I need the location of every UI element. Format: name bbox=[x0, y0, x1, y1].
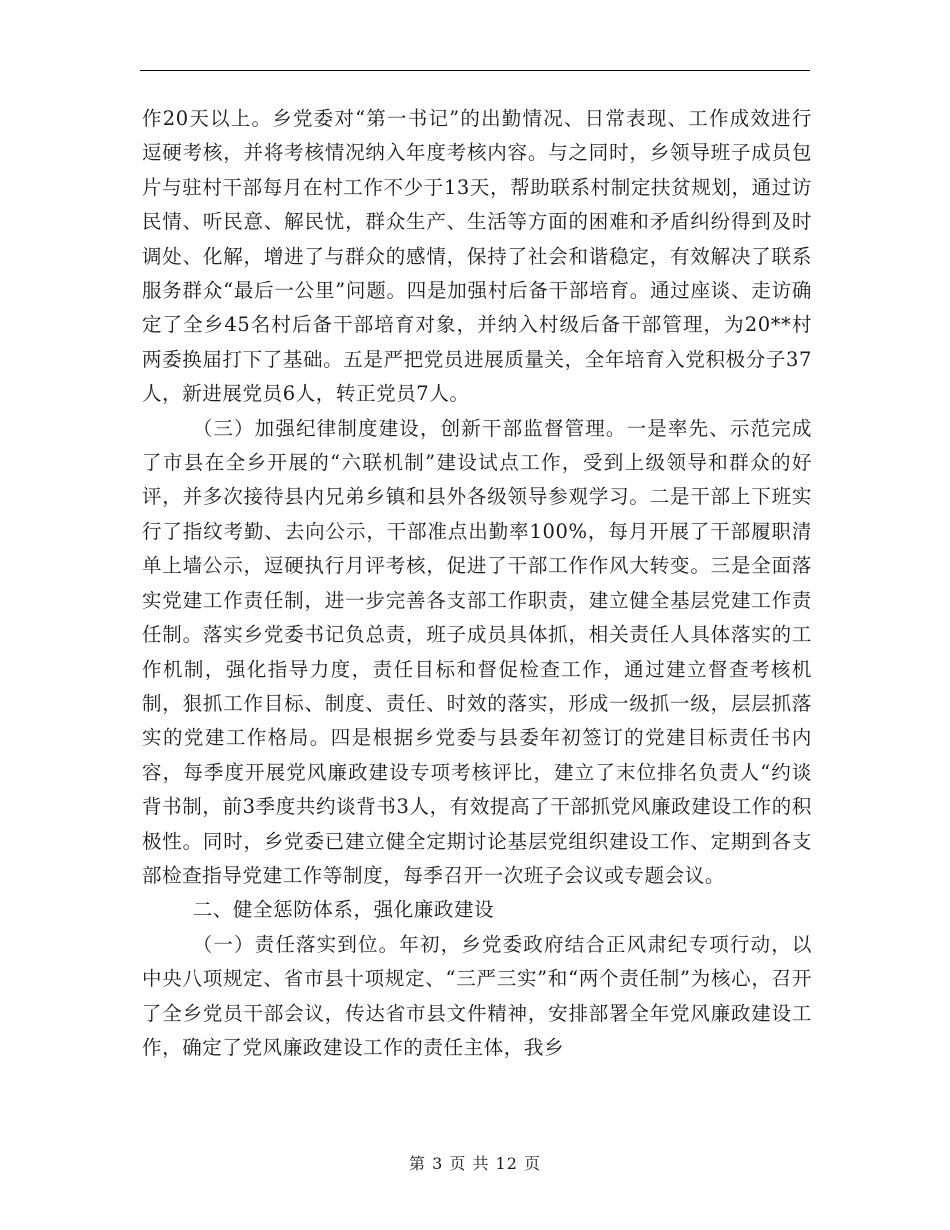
text-line: 书制，前3季度共约谈背书3人，有效提高了干部抓党风廉政建设工作 bbox=[162, 795, 772, 819]
text-line: 二、健全惩防体系，强化廉政建设 bbox=[192, 898, 495, 922]
paragraph-continued bbox=[142, 102, 812, 412]
text-line: 每月开展了干部履职清单上墙公示，逗硬执行月评考核，促进了干部 bbox=[142, 519, 812, 578]
text-line: 是加强村后备干部培育。通过座谈、走访确定了全乡45名村后备干部 bbox=[142, 279, 812, 337]
text-line: 班子成员具体抓，相关责任人具体落实的工作机制，强化指导力度， bbox=[142, 623, 812, 681]
section-heading-2 bbox=[142, 893, 812, 927]
text-line: 定期到各支部检查指导党建工作等制度，每季召开一次班子会议或专 bbox=[142, 829, 812, 887]
text-line: 全年党风廉政建设工作，确定了党风廉政建设工作的责任主体，我乡 bbox=[142, 1001, 812, 1059]
page-footer bbox=[0, 1151, 950, 1174]
text-line: 完成了市县在全乡开展的“六联机制”建设试点工作，受到上级领导 bbox=[142, 416, 812, 475]
text-line: 格局。四是根据乡党委与县委年初签订的党建目标责任书内容，每季 bbox=[142, 726, 812, 784]
text-line: 二是干部上下班实行了指纹考勤、去向公示，干部准点出勤率100%， bbox=[142, 485, 812, 543]
text-line: 定扶贫规划，通过访民情、听民意、解民忧，群众生产、生活等方面 bbox=[142, 175, 812, 234]
text-line: 导班子成员包片与驻村干部每月在村工作不少于13天，帮助联系村制 bbox=[142, 141, 812, 199]
text-line: 的积极性。同时，乡党委已建立健全定期讨论基层党组织建设工作、 bbox=[142, 795, 812, 853]
document-body bbox=[142, 102, 812, 1065]
text-line: 题会议。 bbox=[644, 863, 725, 887]
footer-total-pages: 12 bbox=[495, 1154, 518, 1173]
text-line: （三）加强纪律制度建设，创新干部监督管理。一是率先、示范 bbox=[192, 416, 772, 440]
text-line: 责任目标和督促检查工作，通过建立督查考核机制，狠抓工作目标、 bbox=[142, 657, 812, 715]
text-line: （一）责任落实到位。年初，乡党委政府结合正风肃纪专项行动， bbox=[192, 932, 792, 956]
text-line: 了社会和谐稳定，有效解决了联系服务群众“最后一公里”问题。四 bbox=[142, 244, 812, 303]
footer-label-before: 第 bbox=[408, 1154, 426, 1173]
text-line: 为核心，召开了全乡党员干部会议，传达省市县文件精神，安排部署 bbox=[142, 967, 812, 1025]
text-line: 培育对象，并纳入村级后备干部管理，为20**村两委换届打下了基础。 bbox=[142, 313, 812, 371]
footer-label-after: 页 bbox=[524, 1154, 542, 1173]
text-line: 工作职责，建立健全基层党建工作责任制。落实乡党委书记负总责， bbox=[142, 588, 813, 647]
text-line: 五是严把党员进展质量关，全年培育入党积极分子37人，新进展党员 bbox=[142, 347, 812, 406]
text-line: 作20天以上。乡党委对“第一书记”的出勤情况、日常表现、工作成 bbox=[142, 107, 751, 130]
text-line: 和群众的好评，并多次接待县内兄弟乡镇和县外各级领导参观学习。 bbox=[142, 451, 812, 509]
text-line: 的困难和矛盾纠纷得到及时调处、化解，增进了与群众的感情，保持 bbox=[142, 210, 812, 268]
text-line: 6人，转正党员7人。 bbox=[282, 382, 470, 406]
paragraph-section-3 bbox=[142, 412, 812, 894]
text-line: 工作作风大转变。三是全面落实党建工作责任制，进一步完善各支部 bbox=[142, 554, 812, 612]
text-line: 制度、责任、时效的落实，形成一级抓一级，层层抓落实的党建工作 bbox=[142, 691, 812, 750]
paragraph-subsection-1 bbox=[142, 928, 812, 1066]
footer-current-page: 3 bbox=[432, 1154, 444, 1173]
text-line: 度开展党风廉政建设专项考核评比，建立了末位排名负责人“约谈背 bbox=[142, 760, 812, 819]
footer-label-mid: 页 共 bbox=[449, 1154, 490, 1173]
text-line: 以中央八项规定、省市县十项规定、“三严三实”和“两个责任制” bbox=[142, 932, 812, 991]
text-line: 效进行逗硬考核，并将考核情况纳入年度考核内容。与之同时，乡领 bbox=[142, 107, 812, 165]
header-rule bbox=[140, 70, 810, 71]
